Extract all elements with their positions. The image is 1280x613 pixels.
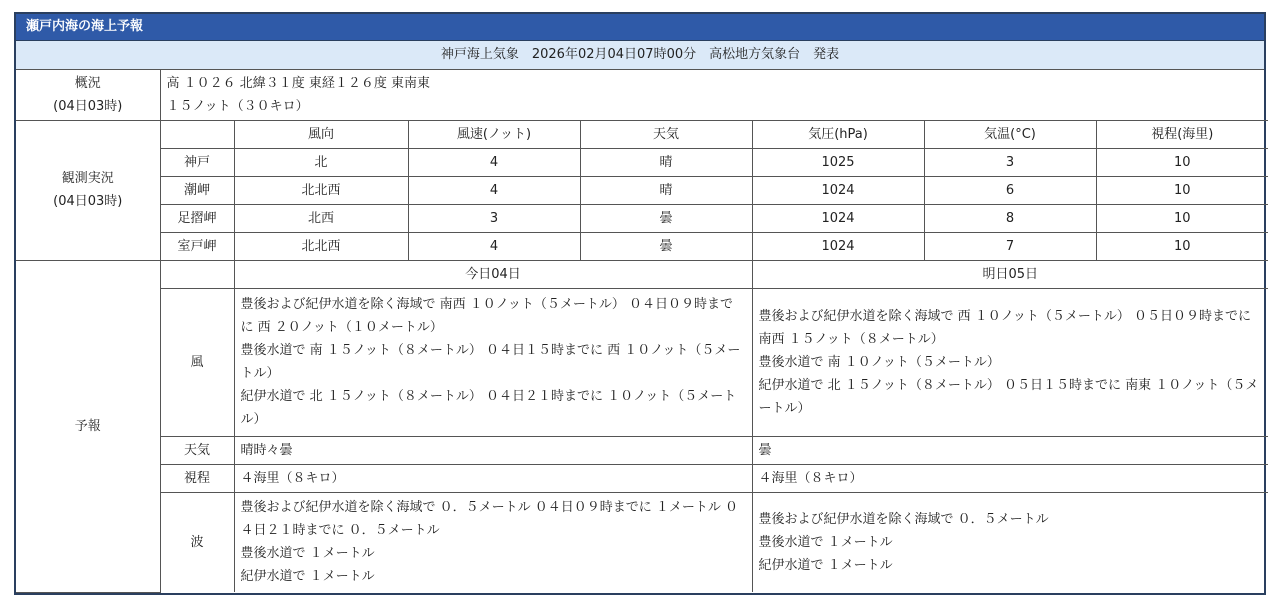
visibility-value: 10 bbox=[1096, 232, 1268, 260]
forecast-visibility-day1: ４海里（８キロ） bbox=[234, 464, 752, 492]
visibility-value: 10 bbox=[1096, 204, 1268, 232]
header-wind-speed: 風速(ノット) bbox=[408, 120, 580, 148]
wind-day1-line-3: 紀伊水道で 北 １５ノット（８メートル） ０４日２１時までに １０ノット（５メートル） bbox=[240, 389, 737, 427]
wind-day2-line-2: 豊後水道で 南 １０ノット（５メートル） bbox=[758, 354, 1000, 370]
visibility-value: 10 bbox=[1096, 176, 1268, 204]
forecast-weather-label: 天気 bbox=[160, 436, 234, 464]
header-pressure: 気圧(hPa) bbox=[752, 120, 924, 148]
wind-dir-value: 北北西 bbox=[234, 232, 408, 260]
overview-label-cell bbox=[16, 70, 160, 120]
wind-day1-line-2: 豊後水道で 南 １５ノット（８メートル） ０４日１５時までに 西 １０ノット（５メートル） bbox=[240, 343, 741, 381]
forecast-wave-row bbox=[16, 492, 1268, 592]
wind-dir-value: 北 bbox=[234, 148, 408, 176]
overview-time: (04日03時) bbox=[53, 98, 123, 114]
forecast-day-header-row bbox=[16, 260, 1268, 288]
wave-day1-line-3: 紀伊水道で １メートル bbox=[240, 569, 375, 585]
temperature-value: 3 bbox=[924, 148, 1096, 176]
pressure-value: 1024 bbox=[752, 204, 924, 232]
observation-row bbox=[16, 176, 1268, 204]
forecast-wave-label: 波 bbox=[160, 492, 234, 592]
forecast-visibility-label: 視程 bbox=[160, 464, 234, 492]
wind-dir-value: 北北西 bbox=[234, 176, 408, 204]
forecast-wind-label: 風 bbox=[160, 288, 234, 436]
forecast-wind-day1 bbox=[234, 288, 752, 436]
header-blank bbox=[160, 120, 234, 148]
wave-day2-line-3: 紀伊水道で １メートル bbox=[758, 557, 893, 573]
weather-value: 晴 bbox=[580, 176, 752, 204]
overview-row bbox=[16, 70, 1268, 120]
wave-day2-line-1: 豊後および紀伊水道を除く海域で ０．５メートル bbox=[758, 511, 1049, 527]
wind-speed-value: 4 bbox=[408, 148, 580, 176]
forecast-wind-row bbox=[16, 288, 1268, 436]
forecast-table bbox=[16, 70, 1268, 593]
weather-value: 晴 bbox=[580, 148, 752, 176]
wind-speed-value: 3 bbox=[408, 204, 580, 232]
issue-line: 神戸海上気象 2026年02月04日07時00分 高松地方気象台 発表 bbox=[16, 41, 1264, 70]
forecast-label: 予報 bbox=[16, 260, 160, 592]
observation-header-row bbox=[16, 120, 1268, 148]
station-name: 足摺岬 bbox=[160, 204, 234, 232]
observation-label: 観測実況 bbox=[61, 171, 114, 186]
station-name: 室戸岬 bbox=[160, 232, 234, 260]
observation-row bbox=[16, 204, 1268, 232]
forecast-day1-header: 今日04日 bbox=[234, 260, 752, 288]
header-temperature: 気温(°C) bbox=[924, 120, 1096, 148]
wind-day1-line-1: 豊後および紀伊水道を除く海域で 南西 １０ノット（５メートル） ０４日０９時までに 西 ２０ノット（１０メートル） bbox=[240, 297, 733, 335]
wind-day2-line-1: 豊後および紀伊水道を除く海域で 西 １０ノット（５メートル） ０５日０９時までに 南西 １５ノット（８メートル） bbox=[758, 308, 1251, 347]
forecast-day2-header: 明日05日 bbox=[752, 260, 1268, 288]
overview-text-cell bbox=[160, 70, 1268, 120]
wave-day1-line-1: 豊後および紀伊水道を除く海域で ０．５メートル ０４日０９時までに １メートル ０４日２１時までに ０．５メートル bbox=[240, 500, 739, 539]
panel-title: 瀬戸内海の海上予報 bbox=[16, 14, 1264, 41]
wind-speed-value: 4 bbox=[408, 176, 580, 204]
wave-day1-line-2: 豊後水道で １メートル bbox=[240, 546, 375, 562]
forecast-wave-day2 bbox=[752, 492, 1268, 592]
weather-value: 曇 bbox=[580, 232, 752, 260]
forecast-visibility-row bbox=[16, 464, 1268, 492]
wind-speed-value: 4 bbox=[408, 232, 580, 260]
temperature-value: 6 bbox=[924, 176, 1096, 204]
pressure-value: 1024 bbox=[752, 232, 924, 260]
wind-dir-value: 北西 bbox=[234, 204, 408, 232]
forecast-visibility-day2: ４海里（８キロ） bbox=[752, 464, 1268, 492]
header-weather: 天気 bbox=[580, 120, 752, 148]
forecast-weather-row bbox=[16, 436, 1268, 464]
header-visibility: 視程(海里) bbox=[1096, 120, 1268, 148]
overview-line-1: 高 １０２６ 北緯３１度 東経１２６度 東南東 bbox=[166, 75, 431, 91]
station-name: 神戸 bbox=[160, 148, 234, 176]
observation-label-cell bbox=[16, 120, 160, 260]
forecast-wind-day2 bbox=[752, 288, 1268, 436]
visibility-value: 10 bbox=[1096, 148, 1268, 176]
observation-time: (04日03時) bbox=[53, 194, 123, 209]
forecast-weather-day1: 晴時々曇 bbox=[234, 436, 752, 464]
station-name: 潮岬 bbox=[160, 176, 234, 204]
overview-line-2: １５ノット（３０キロ） bbox=[166, 98, 309, 114]
forecast-wave-day1 bbox=[234, 492, 752, 592]
temperature-value: 8 bbox=[924, 204, 1096, 232]
wind-day2-line-3: 紀伊水道で 北 １５ノット（８メートル） ０５日１５時までに 南東 １０ノット（５メートル） bbox=[758, 377, 1259, 416]
observation-row bbox=[16, 148, 1268, 176]
wave-day2-line-2: 豊後水道で １メートル bbox=[758, 534, 893, 550]
temperature-value: 7 bbox=[924, 232, 1096, 260]
observation-row bbox=[16, 232, 1268, 260]
header-wind-dir: 風向 bbox=[234, 120, 408, 148]
weather-value: 曇 bbox=[580, 204, 752, 232]
pressure-value: 1024 bbox=[752, 176, 924, 204]
forecast-header-blank bbox=[160, 260, 234, 288]
forecast-weather-day2: 曇 bbox=[752, 436, 1268, 464]
forecast-panel bbox=[14, 12, 1266, 595]
overview-label: 概況 bbox=[74, 75, 101, 91]
pressure-value: 1025 bbox=[752, 148, 924, 176]
